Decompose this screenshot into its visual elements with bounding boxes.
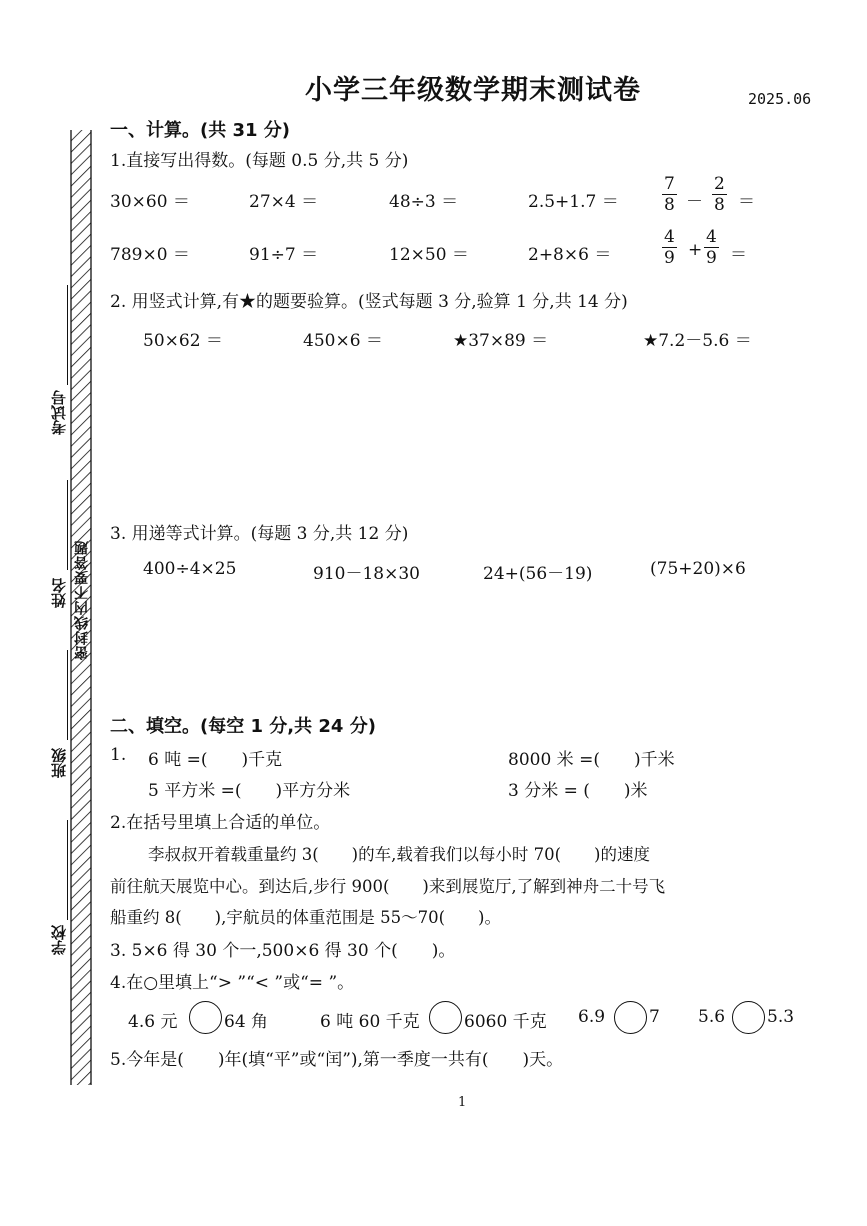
oral-calc-item: 30×60 ＝ <box>110 192 190 212</box>
fraction: $\frac{4}{9}$ <box>706 227 717 268</box>
oral-calc-item: 27×4 ＝ <box>249 192 319 212</box>
oral-calc-item: 789×0 ＝ <box>110 245 190 265</box>
s2-q4-prompt: 4.在○里填上“> ”“< ”或“= ”。 <box>110 973 355 993</box>
q2-prompt: 2. 用竖式计算,有★的题要验算。(竖式每题 3 分,验算 1 分,共 14 分) <box>110 292 628 312</box>
minus-operator: － <box>686 192 703 212</box>
unit-conversion-item: 5 平方米 =( )平方分米 <box>148 781 351 801</box>
unit-conversion-item: 6 吨 =( )千克 <box>148 750 283 770</box>
comparison-circle[interactable] <box>732 1001 765 1034</box>
oral-calc-item: 2.5+1.7 ＝ <box>528 192 619 212</box>
school-line <box>67 820 68 920</box>
s2-q2-line: 李叔叔开着载重量约 3( )的车,载着我们以每小时 70( )的速度 <box>148 845 650 864</box>
q1-prompt: 1.直接写出得数。(每题 0.5 分,共 5 分) <box>110 151 409 171</box>
comparison-circle[interactable] <box>614 1001 647 1034</box>
comparison-left: 6.9 <box>578 1007 606 1027</box>
fraction: $\frac{4}{9}$ <box>664 227 675 268</box>
exam-number-label: 考试号 <box>50 390 68 435</box>
oral-calc-item: 2+8×6 ＝ <box>528 245 612 265</box>
oral-calc-item: 12×50 ＝ <box>389 245 469 265</box>
exam-date: 2025.06 <box>748 90 812 108</box>
s2-q2-prompt: 2.在括号里填上合适的单位。 <box>110 813 331 833</box>
page-number: 1 <box>458 1095 467 1110</box>
section2-heading: 二、填空。(每空 1 分,共 24 分) <box>110 716 376 737</box>
class-line <box>67 650 68 740</box>
stepwise-calc-item: 910－18×30 <box>313 564 420 584</box>
plus-operator: + <box>688 240 703 260</box>
stepwise-calc-item: (75+20)×6 <box>650 559 746 579</box>
stepwise-calc-item: 400÷4×25 <box>143 559 237 579</box>
comparison-left: 6 吨 60 千克 <box>320 1012 420 1032</box>
equals-sign: ＝ <box>738 192 755 212</box>
s2-q1-number: 1. <box>110 745 127 765</box>
comparison-right: 6060 千克 <box>464 1012 547 1032</box>
vertical-calc-item: ★7.2－5.6 ＝ <box>643 331 752 351</box>
comparison-right: 7 <box>649 1007 660 1027</box>
s2-q3-prompt: 3. 5×6 得 30 个一,500×6 得 30 个( )。 <box>110 941 456 961</box>
stepwise-calc-item: 24+(56－19) <box>483 564 593 584</box>
comparison-left: 5.6 <box>698 1007 726 1027</box>
comparison-right: 5.3 <box>767 1007 795 1027</box>
comparison-right: 64 角 <box>224 1012 269 1032</box>
s2-q5-prompt: 5.今年是( )年(填“平”或“闰”),第一季度一共有( )天。 <box>110 1050 564 1070</box>
name-label: 姓名 <box>50 578 68 608</box>
s2-q2-line: 船重约 8( ),宇航员的体重范围是 55～70( )。 <box>110 908 501 927</box>
class-label: 班级 <box>50 748 68 778</box>
seal-line-notice: 密封线内不要答题 <box>74 540 90 660</box>
comparison-circle[interactable] <box>189 1001 222 1034</box>
s2-q2-line: 前往航天展览中心。到达后,步行 900( )来到展览厅,了解到神舟二十号飞 <box>110 877 666 896</box>
oral-calc-item: 91÷7 ＝ <box>249 245 319 265</box>
vertical-calc-item: 450×6 ＝ <box>303 331 383 351</box>
unit-conversion-item: 8000 米 =( )千米 <box>508 750 675 770</box>
oral-calc-item: 48÷3 ＝ <box>389 192 459 212</box>
fraction: $\frac{2}{8}$ <box>714 174 725 215</box>
school-label: 学校 <box>50 925 68 955</box>
comparison-circle[interactable] <box>429 1001 462 1034</box>
unit-conversion-item: 3 分米 = ( )米 <box>508 781 648 801</box>
comparison-left: 4.6 元 <box>128 1012 178 1032</box>
vertical-calc-item: 50×62 ＝ <box>143 331 223 351</box>
name-line <box>67 480 68 570</box>
equals-sign: ＝ <box>730 245 747 265</box>
vertical-calc-item: ★37×89 ＝ <box>453 331 549 351</box>
fraction: $\frac{7}{8}$ <box>664 174 675 215</box>
q3-prompt: 3. 用递等式计算。(每题 3 分,共 12 分) <box>110 524 409 544</box>
section1-heading: 一、计算。(共 31 分) <box>110 120 291 141</box>
page-title: 小学三年级数学期末测试卷 <box>305 75 641 106</box>
exam-number-line <box>67 285 68 385</box>
